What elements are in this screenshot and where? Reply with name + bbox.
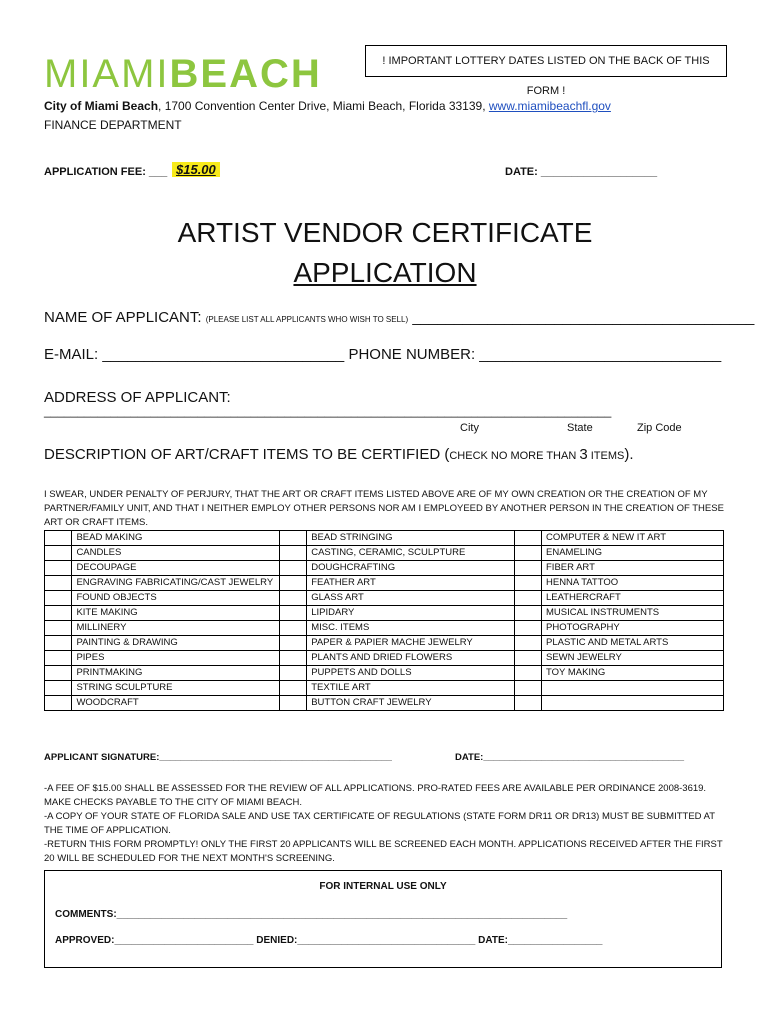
checkbox-cell[interactable] <box>45 636 72 651</box>
logo-part1: MIAMI <box>44 52 170 96</box>
item-label: ENAMELING <box>542 546 724 561</box>
table-row <box>45 696 724 711</box>
title-line2: APPLICATION <box>293 257 477 288</box>
note-tax-certificate: -A COPY OF YOUR STATE OF FLORIDA SALE AND USE TAX CERTIFICATE OF REGULATIONS (STATE FORM DR11 OR DR13) MUST BE SUBMITTED AT THE TIME OF APPLICATION. <box>44 811 715 836</box>
checkbox-cell[interactable] <box>514 621 541 636</box>
city-name: City of Miami Beach <box>44 99 159 113</box>
item-label: PUPPETS AND DOLLS <box>307 666 514 681</box>
checkbox-cell[interactable] <box>514 531 541 546</box>
checkbox-cell[interactable] <box>279 576 306 591</box>
item-label: LEATHERCRAFT <box>542 591 724 606</box>
applicant-name-field[interactable] <box>44 309 754 326</box>
item-label: KITE MAKING <box>72 606 279 621</box>
notes <box>44 782 734 866</box>
desc-part1: DESCRIPTION OF ART/CRAFT ITEMS TO BE CERTIFIED ( <box>44 446 450 463</box>
name-line: _________________________________________ <box>408 309 755 326</box>
item-label: BEAD MAKING <box>72 531 279 546</box>
checkbox-cell[interactable] <box>45 681 72 696</box>
name-note: (PLEASE LIST ALL APPLICANTS WHO WISH TO SELL) <box>205 315 409 324</box>
item-label: COMPUTER & NEW IT ART <box>542 531 724 546</box>
item-label <box>542 681 724 696</box>
date-field-top[interactable]: DATE: ___________________ <box>505 166 658 178</box>
table-row <box>45 681 724 696</box>
item-label: PLASTIC AND METAL ARTS <box>542 636 724 651</box>
checkbox-cell[interactable] <box>279 546 306 561</box>
checkbox-cell[interactable] <box>45 666 72 681</box>
title-line1: ARTIST VENDOR CERTIFICATE <box>177 217 593 248</box>
item-label: CANDLES <box>72 546 279 561</box>
table-row <box>45 636 724 651</box>
fee-value: $15.00 <box>172 162 220 177</box>
item-label: SEWN JEWELRY <box>542 651 724 666</box>
table-row <box>45 561 724 576</box>
item-label: BUTTON CRAFT JEWELRY <box>307 696 514 711</box>
city-address <box>44 99 611 113</box>
checkbox-cell[interactable] <box>279 681 306 696</box>
item-label: PRINTMAKING <box>72 666 279 681</box>
table-row <box>45 546 724 561</box>
item-label: DOUGHCRAFTING <box>307 561 514 576</box>
item-label: MISC. ITEMS <box>307 621 514 636</box>
approval-fields[interactable]: APPROVED:_________________________ DENIED:________________________________ DATE:_________________ <box>55 935 603 946</box>
checkbox-cell[interactable] <box>45 651 72 666</box>
item-label: DECOUPAGE <box>72 561 279 576</box>
city-label: City <box>460 422 479 434</box>
checkbox-cell[interactable] <box>279 591 306 606</box>
checkbox-cell[interactable] <box>279 666 306 681</box>
desc-part4: ITEMS <box>587 450 625 462</box>
logo-part2: BEACH <box>169 52 322 96</box>
checkbox-cell[interactable] <box>514 546 541 561</box>
item-label: GLASS ART <box>307 591 514 606</box>
website-link[interactable]: www.miamibeachfl.gov <box>488 99 611 113</box>
description-heading <box>44 446 634 463</box>
checkbox-cell[interactable] <box>514 561 541 576</box>
checkbox-cell[interactable] <box>45 606 72 621</box>
fee-label: APPLICATION FEE: ___ <box>44 166 168 178</box>
item-label: FOUND OBJECTS <box>72 591 279 606</box>
item-label: PIPES <box>72 651 279 666</box>
checkbox-cell[interactable] <box>45 531 72 546</box>
checkbox-cell[interactable] <box>45 621 72 636</box>
address-label: ADDRESS OF APPLICANT: <box>44 389 231 406</box>
checkbox-cell[interactable] <box>514 576 541 591</box>
item-label: MUSICAL INSTRUMENTS <box>542 606 724 621</box>
item-label: WOODCRAFT <box>72 696 279 711</box>
item-label: ENGRAVING FABRICATING/CAST JEWELRY <box>72 576 279 591</box>
state-label: State <box>567 422 593 434</box>
table-row <box>45 576 724 591</box>
item-label <box>542 696 724 711</box>
item-label: PLANTS AND DRIED FLOWERS <box>307 651 514 666</box>
item-label: STRING SCULPTURE <box>72 681 279 696</box>
item-label: FIBER ART <box>542 561 724 576</box>
table-row <box>45 666 724 681</box>
checkbox-cell[interactable] <box>514 681 541 696</box>
checkbox-cell[interactable] <box>279 651 306 666</box>
checkbox-cell[interactable] <box>514 606 541 621</box>
item-label: LIPIDARY <box>307 606 514 621</box>
applicant-signature-field[interactable]: APPLICANT SIGNATURE:____________________________________________ <box>44 752 392 763</box>
item-label: BEAD STRINGING <box>307 531 514 546</box>
checkbox-cell[interactable] <box>279 606 306 621</box>
checkbox-cell[interactable] <box>45 561 72 576</box>
table-row <box>45 651 724 666</box>
checkbox-cell[interactable] <box>279 696 306 711</box>
item-label: PAINTING & DRAWING <box>72 636 279 651</box>
checkbox-cell[interactable] <box>45 591 72 606</box>
checkbox-cell[interactable] <box>45 546 72 561</box>
internal-use-box <box>44 870 722 968</box>
checkbox-cell[interactable] <box>514 636 541 651</box>
desc-part5: ). <box>624 446 634 463</box>
item-label: PHOTOGRAPHY <box>542 621 724 636</box>
items-table <box>44 530 724 711</box>
form-title <box>0 213 770 293</box>
signature-date-field[interactable]: DATE:______________________________________ <box>455 752 685 763</box>
checkbox-cell[interactable] <box>514 651 541 666</box>
name-label: NAME OF APPLICANT: <box>44 309 206 326</box>
checkbox-cell[interactable] <box>279 621 306 636</box>
checkbox-cell[interactable] <box>279 636 306 651</box>
table-row <box>45 606 724 621</box>
street-address: , 1700 Convention Center Drive, Miami Beach, Florida 33139, <box>158 99 489 113</box>
checkbox-cell[interactable] <box>45 696 72 711</box>
item-label: MILLINERY <box>72 621 279 636</box>
checkbox-cell[interactable] <box>279 531 306 546</box>
internal-heading: FOR INTERNAL USE ONLY <box>319 881 447 892</box>
table-row <box>45 621 724 636</box>
table-row <box>45 591 724 606</box>
checkbox-cell[interactable] <box>279 561 306 576</box>
lottery-notice: ! IMPORTANT LOTTERY DATES LISTED ON THE BACK OF THIS FORM ! <box>365 45 727 77</box>
desc-part3: 3 <box>579 446 588 463</box>
zip-label: Zip Code <box>637 422 682 434</box>
checkbox-cell[interactable] <box>514 591 541 606</box>
perjury-statement: I SWEAR, UNDER PENALTY OF PERJURY, THAT THE ART OR CRAFT ITEMS LISTED ABOVE ARE OF MY OWN CREATION OR THE CREATION OF MY PARTNER/FAMILY UNIT, AND THAT I NEITHER EMPLOY OTHER PERSONS NOR AM I EMPLOYEED BY ANOTHER PERSON IN THE CREATION OF THESE ART OR CRAFT ITEMS. <box>44 489 724 528</box>
item-label: PAPER & PAPIER MACHE JEWELRY <box>307 636 514 651</box>
comments-field[interactable]: COMMENTS:_________________________________________________________________________________ <box>55 909 568 920</box>
item-label: FEATHER ART <box>307 576 514 591</box>
miami-beach-logo <box>44 52 322 97</box>
note-return: -RETURN THIS FORM PROMPTLY! ONLY THE FIRST 20 APPLICANTS WILL BE SCREENED EACH MONTH. APPLICATIONS RECEIVED AFTER THE FIRST 20 WILL BE SCHEDULED FOR THE NEXT MONTH'S SCREENING. <box>44 839 723 864</box>
table-row <box>45 531 724 546</box>
desc-part2: CHECK NO MORE THAN <box>449 450 580 462</box>
checkbox-cell[interactable] <box>45 576 72 591</box>
address-line[interactable]: _____________________________________________________________________________________ <box>44 404 612 418</box>
email-phone-field[interactable]: E-MAIL: _____________________________ PHONE NUMBER: _____________________________ <box>44 346 722 363</box>
item-label: TOY MAKING <box>542 666 724 681</box>
note-fee: -A FEE OF $15.00 SHALL BE ASSESSED FOR THE REVIEW OF ALL APPLICATIONS. PRO-RATED FEES ARE AVAILABLE PER ORDINANCE 2008-3619. MAKE CHECKS PAYABLE TO THE CITY OF MIAMI BEACH. <box>44 783 707 808</box>
checkbox-cell[interactable] <box>514 696 541 711</box>
item-label: CASTING, CERAMIC, SCULPTURE <box>307 546 514 561</box>
item-label: TEXTILE ART <box>307 681 514 696</box>
department: FINANCE DEPARTMENT <box>44 118 182 132</box>
checkbox-cell[interactable] <box>514 666 541 681</box>
item-label: HENNA TATTOO <box>542 576 724 591</box>
